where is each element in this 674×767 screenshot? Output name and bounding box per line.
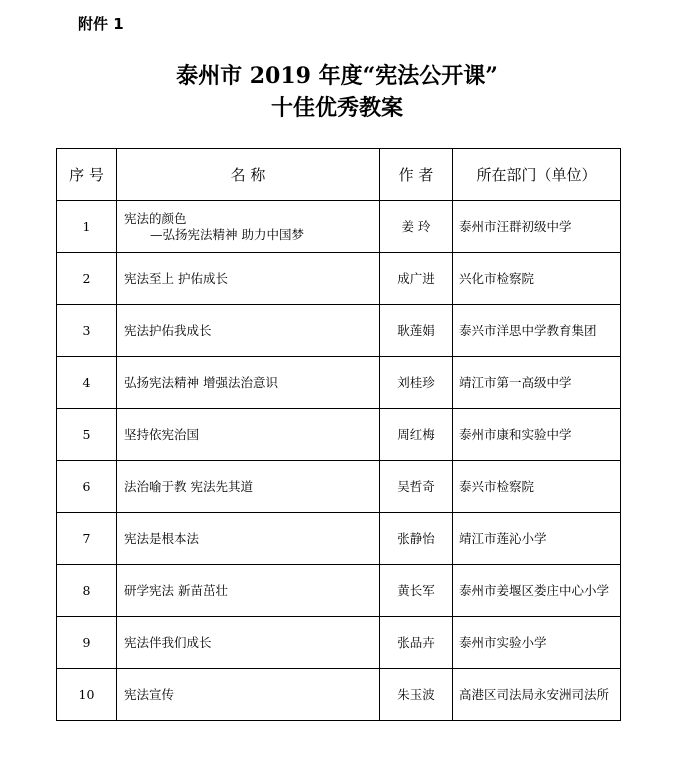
table-row: [57, 357, 621, 409]
row-author: 姜 玲: [380, 201, 453, 253]
header-seq: 序 号: [57, 149, 117, 201]
row-name-subtitle: —弘扬宪法精神 助力中国梦: [150, 226, 304, 242]
row-name: 弘扬宪法精神 增强法治意识: [117, 357, 380, 409]
row-name: 坚持依宪治国: [117, 409, 380, 461]
header-name: 名 称: [117, 149, 380, 201]
row-dept: 兴化市检察院: [453, 253, 621, 305]
row-dept: 泰州市实验小学: [453, 617, 621, 669]
row-dept: 泰兴市洋思中学教育集团: [453, 305, 621, 357]
document-title: 泰州市 2019 年度“宪法公开课”: [176, 63, 498, 89]
table-header-row: [57, 149, 621, 201]
row-seq: 10: [57, 669, 117, 721]
row-dept: 泰州市姜堰区娄庄中心小学: [453, 565, 621, 617]
row-author: 吴哲奇: [380, 461, 453, 513]
table-row: [57, 253, 621, 305]
row-name: 研学宪法 新苗茁壮: [117, 565, 380, 617]
header-dept: 所在部门（单位）: [453, 149, 621, 201]
header-author: 作 者: [380, 149, 453, 201]
lesson-plan-table: [56, 148, 621, 721]
row-author: 成广进: [380, 253, 453, 305]
row-seq: 9: [57, 617, 117, 669]
row-seq: 4: [57, 357, 117, 409]
row-seq: 3: [57, 305, 117, 357]
row-seq: 5: [57, 409, 117, 461]
row-author: 耿莲娟: [380, 305, 453, 357]
row-name: 宪法是根本法: [117, 513, 380, 565]
row-author: 周红梅: [380, 409, 453, 461]
table-row: [57, 461, 621, 513]
row-author: 朱玉波: [380, 669, 453, 721]
table-row: [57, 305, 621, 357]
row-author: 刘桂珍: [380, 357, 453, 409]
row-seq: 2: [57, 253, 117, 305]
row-dept: 靖江市莲沁小学: [453, 513, 621, 565]
row-seq: 8: [57, 565, 117, 617]
table-row: [57, 513, 621, 565]
row-name: 法治喻于教 宪法先其道: [117, 461, 380, 513]
row-name: 宪法至上 护佑成长: [117, 253, 380, 305]
table-row: [57, 565, 621, 617]
table-row: [57, 617, 621, 669]
row-name-text: 宪法的颜色: [124, 210, 187, 226]
row-name: 宪法宣传: [117, 669, 380, 721]
row-author: 张静怡: [380, 513, 453, 565]
row-dept: 泰州市汪群初级中学: [453, 201, 621, 253]
row-author: 黄长军: [380, 565, 453, 617]
row-dept: 泰兴市检察院: [453, 461, 621, 513]
row-dept: 泰州市康和实验中学: [453, 409, 621, 461]
row-seq: 1: [57, 201, 117, 253]
attachment-label: 附件 1: [78, 15, 124, 33]
table-row: [57, 669, 621, 721]
row-seq: 7: [57, 513, 117, 565]
row-dept: 高港区司法局永安洲司法所: [453, 669, 621, 721]
row-name: 宪法护佑我成长: [117, 305, 380, 357]
row-seq: 6: [57, 461, 117, 513]
row-dept: 靖江市第一高级中学: [453, 357, 621, 409]
row-name: [117, 201, 380, 253]
table-row: [57, 409, 621, 461]
document-subtitle: 十佳优秀教案: [270, 95, 403, 121]
row-author: 张品卉: [380, 617, 453, 669]
row-name: 宪法伴我们成长: [117, 617, 380, 669]
table-row: [57, 201, 621, 253]
